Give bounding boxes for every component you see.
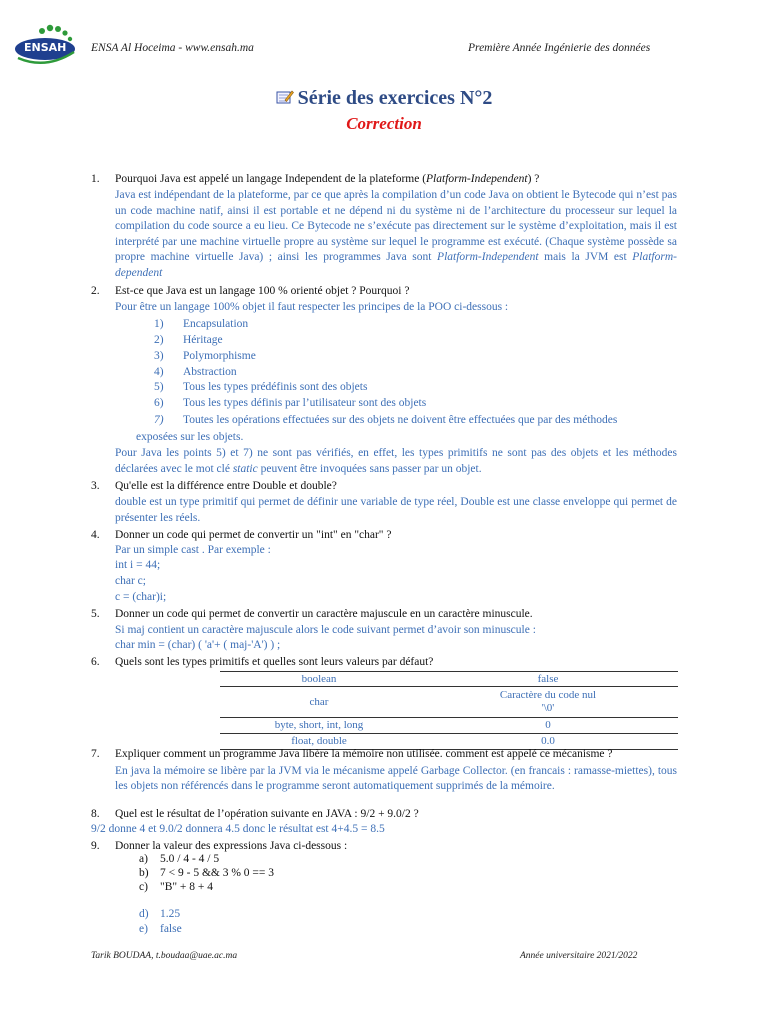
table-cell: byte, short, int, long	[274, 719, 364, 731]
question-number: 8.	[91, 808, 100, 820]
page-subtitle: Correction	[346, 114, 422, 133]
ensah-logo	[12, 22, 78, 72]
table-cell: false	[537, 672, 559, 685]
answer-3: double est un type primitif qui permet de définir une variable de type réel, Double est une classe enveloppe qui permet de présenter les réels.	[115, 496, 677, 524]
notepad-icon	[276, 88, 294, 111]
question-number: 1.	[91, 173, 100, 185]
answer-line: Si maj contient un caractère majuscule alors le code suivant permet d’avoir son minuscule :	[115, 624, 536, 636]
table-row	[220, 687, 678, 718]
question-number: 3.	[91, 480, 100, 492]
question-number: 9.	[91, 840, 100, 852]
question-text: Est-ce que Java est un langage 100 % orienté objet ? Pourquoi ?	[115, 285, 410, 297]
page-title	[0, 87, 768, 111]
answer-2-intro: Pour être un langage 100% objet il faut respecter les principes de la POO ci-dessous :	[115, 301, 509, 313]
answer-line: Par un simple cast . Par exemple :	[115, 544, 271, 556]
question-number: 7.	[91, 748, 100, 760]
list-item-continuation: exposées sur les objets.	[136, 431, 244, 443]
answer-item: e) false	[139, 923, 182, 935]
logo-text: ENSAH	[24, 41, 67, 54]
answer-8: 9/2 donne 4 et 9.0/2 donnera 4.5 donc le résultat est 4+4.5 = 8.5	[91, 823, 385, 835]
answer-2-conclusion: Pour Java les points 5) et 7) ne sont pas vérifiés, en effet, les types primitifs ne sont pas des objets et les méthodes déclarées avec le mot clé static peuvent être invoquées sans passer par un objet.	[115, 447, 677, 475]
question-number: 2.	[91, 285, 100, 297]
primitive-types-table	[220, 671, 678, 750]
table-cell: float, double	[291, 735, 347, 747]
list-item: b) 7 < 9 - 5 && 3 % 0 == 3	[139, 867, 275, 879]
answer-1: Java est indépendant de la plateforme, par ce que après la compilation d’un code Java on obtient le Bytecode qui n’est pas un code machine natif, ainsi il est portable et ne dépend ni du système ni de l’architecture du processeur sur lequel la compilation du code source a eu lieu. Ce Bytecode ne s’exécute pas directement sur le système d’exploitation, mais il est interprété par une machine virtuelle propre au système sur lequel le programme est exécuté. (Chaque système possède sa propre machine virtuelle Java) ; ainsi les programmes Java sont Platform-Independent mais la JVM est Platform-dependent	[115, 189, 677, 279]
question-text: Pourquoi Java est appelé un langage Independent de la plateforme (Platform-Independent) ?	[115, 173, 540, 185]
question-text: Donner un code qui permet de convertir un caractère majuscule en un caractère minuscule.	[115, 608, 533, 620]
table-cell: Caractère du code nul '\0'	[499, 689, 597, 714]
table-row	[220, 672, 678, 687]
code-line: c = (char)i;	[115, 591, 167, 603]
list-item: a) 5.0 / 4 - 4 / 5	[139, 853, 220, 865]
footer-left: Tarik BOUDAA, t.boudaa@uae.ac.ma	[91, 951, 238, 961]
code-line: int i = 44;	[115, 559, 161, 571]
code-line: char c;	[115, 575, 146, 587]
question-text: Expliquer comment un programme Java libère la mémoire non utilisée. comment est appelé ce mécanisme ?	[115, 748, 613, 760]
footer-right: Année universitaire 2021/2022	[520, 951, 638, 961]
question-text: Qu'elle est la différence entre Double et double?	[115, 480, 337, 492]
header-right: Première Année Ingénierie des données	[468, 42, 651, 54]
header-left: ENSA Al Hoceima - www.ensah.ma	[91, 42, 254, 54]
answer-7: En java la mémoire se libère par la JVM via le mécanisme appelé Garbage Collector. (en francais : ramasse-miettes), tous les objets non référencés dans le programme seront automatiquement supprimés de la mémoire.	[115, 765, 677, 792]
table-cell: 0	[545, 719, 551, 731]
answer-item: d) 1.25	[139, 908, 181, 920]
table-row	[220, 718, 678, 734]
question-number: 6.	[91, 656, 100, 668]
question-text: Donner la valeur des expressions Java ci-dessous :	[115, 840, 348, 852]
table-cell: boolean	[301, 672, 337, 685]
title-text: Série des exercices N°2	[297, 87, 493, 109]
question-text: Quels sont les types primitifs et quelles sont leurs valeurs par défaut?	[115, 656, 434, 668]
question-text: Quel est le résultat de l’opération suivante en JAVA : 9/2 + 9.0/2 ?	[115, 808, 419, 820]
question-number: 5.	[91, 608, 100, 620]
code-line: char min = (char) ( 'a'+ ( maj-'A') ) ;	[115, 639, 281, 651]
table-cell: 0.0	[541, 735, 555, 747]
question-text: Donner un code qui permet de convertir un "int" en "char" ?	[115, 529, 392, 541]
table-cell: char	[309, 695, 329, 708]
list-item: c) "B" + 8 + 4	[139, 881, 214, 893]
question-number: 4.	[91, 529, 100, 541]
